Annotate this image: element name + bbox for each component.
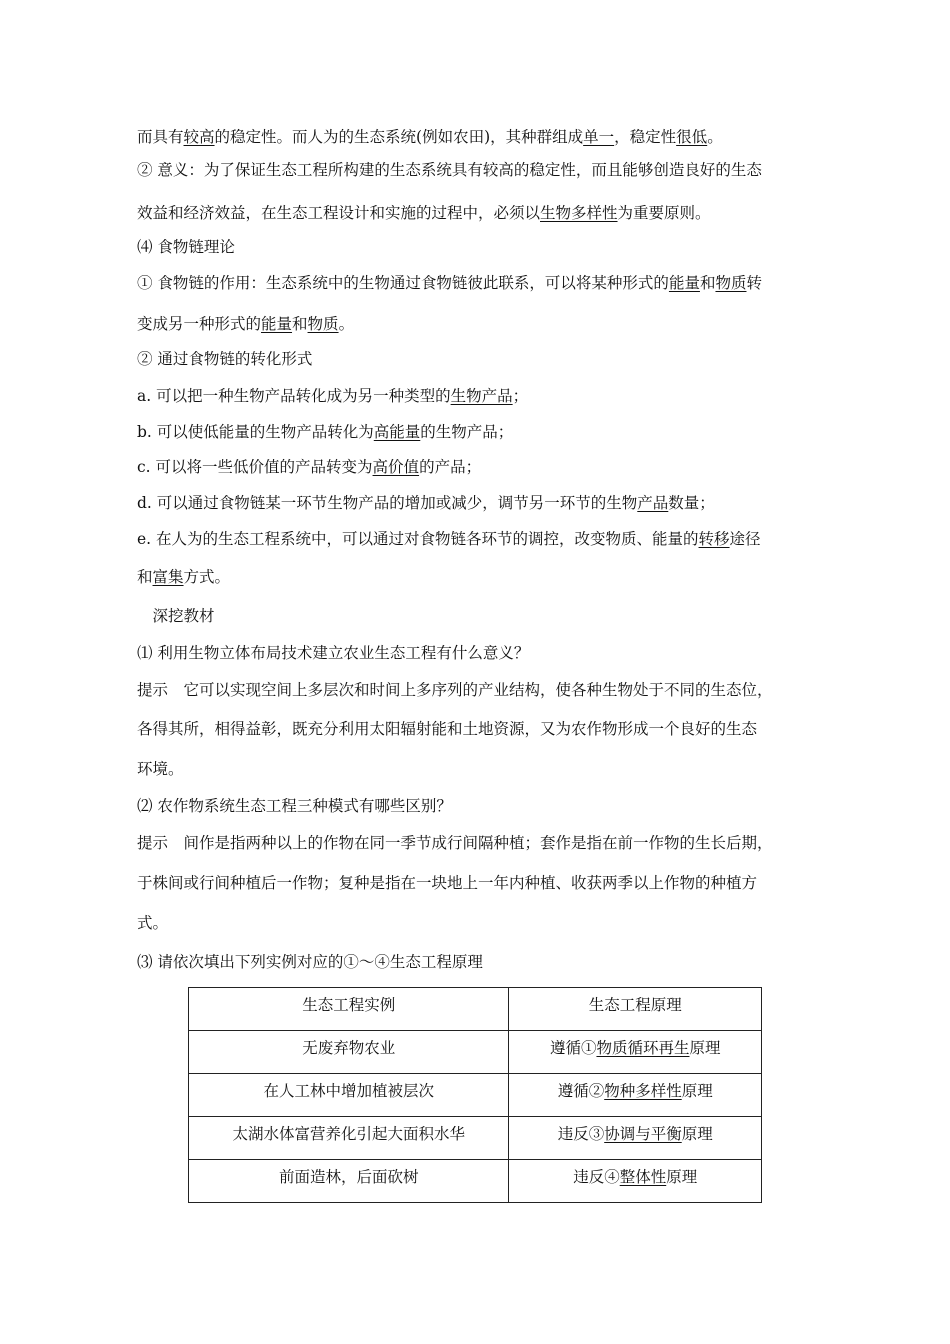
text-run: 于株间或行间种植后一作物；复种是指在一块地上一年内种植、收获两季以上作物的种植方 (137, 874, 758, 892)
text-run: c. 可以将一些低价值的产品转变为 (137, 458, 373, 476)
principle-table (188, 987, 762, 1203)
text-line (137, 493, 715, 513)
text-run: 违反④ (573, 1168, 620, 1186)
table-cell-example: 前面造林，后面砍树 (189, 1160, 509, 1203)
text-line (137, 349, 312, 369)
underlined-answer: 物质 (307, 315, 339, 333)
text-run: 数量； (668, 494, 715, 512)
text-line (137, 314, 354, 334)
table-cell-principle (509, 1160, 762, 1203)
text-line (137, 952, 483, 972)
underlined-answer: 生物产品 (450, 387, 513, 405)
underlined-answer: 生物多样性 (540, 204, 618, 222)
text-line (137, 203, 711, 223)
underlined-answer: 能量 (261, 315, 293, 333)
text-run: 的生物产品； (420, 423, 514, 441)
text-line (137, 759, 184, 779)
text-run: 而具有 (137, 128, 184, 146)
text-run: 变成另一种形式的 (137, 315, 262, 333)
text-run: e. 在人为的生态工程系统中，可以通过对食物链各环节的调控，改变物质、能量的 (137, 530, 699, 548)
table-cell-principle (509, 1031, 762, 1074)
text-run: 原理 (681, 1125, 713, 1143)
text-run: 效益和经济效益，在生态工程设计和实施的过程中，必须以 (137, 204, 541, 222)
text-run: 转 (746, 274, 762, 292)
text-run: 。 (707, 128, 723, 146)
table-cell-example: 在人工林中增加植被层次 (189, 1074, 509, 1117)
text-run: 遵循② (557, 1082, 605, 1100)
underlined-answer: 很低 (676, 128, 708, 146)
text-run: 原理 (689, 1039, 721, 1057)
text-run: ② 通过食物链的转化形式 (137, 350, 313, 368)
text-line (137, 567, 230, 587)
underlined-answer: 物质循环再生 (596, 1039, 690, 1057)
text-run: d. 可以通过食物链某一环节生物产品的增加或减少，调节另一环节的生物 (137, 494, 638, 512)
table-row (189, 1160, 762, 1203)
text-run: ，稳定性 (614, 128, 677, 146)
text-line (137, 606, 215, 626)
underlined-answer: 高价值 (372, 458, 420, 476)
underlined-answer: 物种多样性 (604, 1082, 682, 1100)
text-line (137, 680, 773, 700)
text-run: 各得其所，相得益彰，既充分利用太阳辐射能和土地资源，又为农作物形成一个良好的生态 (137, 720, 758, 738)
table-header-principle: 生态工程原理 (509, 988, 762, 1031)
text-line (137, 386, 528, 406)
text-run: 式。 (137, 914, 169, 932)
text-line (137, 643, 529, 663)
text-line (137, 422, 513, 442)
table-row (189, 1117, 762, 1160)
text-run: 原理 (666, 1168, 698, 1186)
text-run: 和 (292, 315, 308, 333)
underlined-answer: 转移 (698, 530, 730, 548)
underlined-answer: 富集 (152, 568, 184, 586)
text-run: 提示 间作是指两种以上的作物在同一季节成行间隔种植；套作是指在前一作物的生长后期， (137, 834, 773, 852)
text-line (137, 833, 773, 853)
text-run: 提示 它可以实现空间上多层次和时间上多序列的产业结构，使各种生物处于不同的生态位， (137, 681, 773, 699)
text-line (137, 457, 481, 477)
text-line (137, 719, 757, 739)
text-run: b. 可以使低能量的生物产品转化为 (137, 423, 374, 441)
table-cell-principle (509, 1117, 762, 1160)
text-run: 环境。 (137, 760, 184, 778)
text-line (137, 127, 723, 147)
underlined-answer: 高能量 (373, 423, 421, 441)
table-cell-example: 太湖水体富营养化引起大面积水华 (189, 1117, 509, 1160)
text-line (137, 796, 452, 816)
text-line (137, 160, 762, 180)
underlined-answer: 协调与平衡 (604, 1125, 682, 1143)
table-row (189, 1074, 762, 1117)
text-run: 原理 (681, 1082, 713, 1100)
text-run: a. 可以把一种生物产品转化成为另一种类型的 (137, 387, 451, 405)
text-run: 方式。 (183, 568, 231, 586)
text-line (137, 913, 168, 933)
table-row (189, 1031, 762, 1074)
underlined-answer: 整体性 (619, 1168, 667, 1186)
text-run: ； (512, 387, 529, 405)
underlined-answer: 产品 (637, 494, 669, 512)
text-run: 的产品； (419, 458, 482, 476)
underlined-answer: 物质 (715, 274, 747, 292)
text-run: 和 (699, 274, 716, 292)
text-line (137, 873, 757, 893)
underlined-answer: 能量 (668, 274, 700, 292)
text-run: 遵循① (549, 1039, 597, 1057)
text-run: 深挖教材 (137, 607, 215, 625)
text-run: 为重要原则。 (617, 204, 711, 222)
table-cell-example: 无废弃物农业 (189, 1031, 509, 1074)
text-line (137, 237, 235, 257)
text-line (137, 273, 762, 293)
text-run: ⑵ 农作物系统生态工程三种模式有哪些区别？ (137, 797, 452, 815)
text-run: 途径 (729, 530, 761, 548)
underlined-answer: 较高 (183, 128, 215, 146)
text-line (137, 529, 761, 549)
text-run: ⑴ 利用生物立体布局技术建立农业生态工程有什么意义？ (137, 644, 530, 662)
text-run: 和 (137, 568, 153, 586)
text-run: 的稳定性。而人为的生态系统(例如农田)，其种群组成 (214, 128, 584, 146)
table-header-example: 生态工程实例 (189, 988, 509, 1031)
text-run: 。 (338, 315, 355, 333)
underlined-answer: 单一 (583, 128, 615, 146)
text-run: ⑶ 请依次填出下列实例对应的①～④生态工程原理 (137, 953, 483, 971)
text-run: ① 食物链的作用：生态系统中的生物通过食物链彼此联系，可以将某种形式的 (137, 274, 669, 292)
text-run: 违反③ (557, 1125, 605, 1143)
table-header-row (189, 988, 762, 1031)
text-run: ⑷ 食物链理论 (137, 238, 235, 256)
table-cell-principle (509, 1074, 762, 1117)
text-run: ② 意义：为了保证生态工程所构建的生态系统具有较高的稳定性，而且能够创造良好的生态 (137, 161, 762, 179)
